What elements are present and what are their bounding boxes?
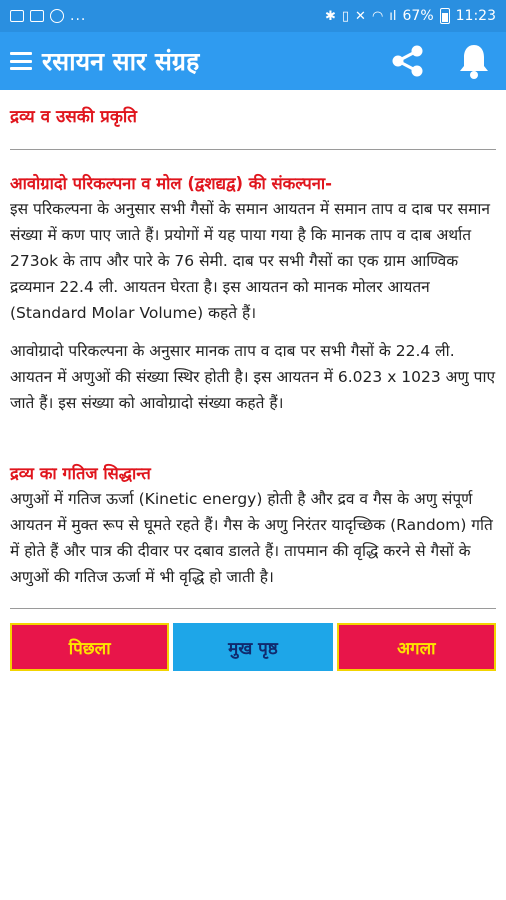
content-area (0, 104, 506, 609)
paragraph: अणुओं में गतिज ऊर्जा (Kinetic energy) होती है और द्रव व गैस के अणु संपूर्ण आयतन में मुक्त रूप से घूमते रहते हैं। गैस के अणु निरंतर यादृच्छिक (Random) गति में होते हैं और पात्र की दीवार पर दबाव डालते हैं। तापमान की वृद्धि करने से गैसों के अणुओं की गतिज ऊर्जा में भी वृद्धि हो जाती है। (10, 490, 493, 586)
status-bar (0, 0, 506, 32)
battery-icon (440, 8, 450, 24)
home-button[interactable]: मुख पृष्ठ (173, 623, 332, 671)
app-bar (0, 32, 506, 90)
globe-notification-icon (50, 9, 64, 23)
section-heading: द्रव्य का गतिज सिद्धान्त (10, 464, 151, 483)
section-heading: आवोग्रादो परिकल्पना व मोल (द्वशद्यद्व) की संकल्पना- (10, 174, 333, 193)
signal-icon: ıl (389, 8, 397, 24)
wifi-icon: ◠ (371, 8, 384, 24)
bluetooth-icon: ✱ (324, 8, 336, 24)
title-divider (10, 149, 496, 150)
status-bar-left (10, 8, 86, 24)
battery-percent: 67% (402, 8, 434, 24)
topic-title: द्रव्य व उसकी प्रकृति (10, 107, 137, 127)
section-kinetic-theory (10, 462, 496, 590)
bell-icon[interactable] (454, 41, 494, 81)
more-notifications-indicator: ... (70, 8, 87, 24)
menu-icon[interactable] (10, 52, 32, 70)
section-avogadro (10, 172, 496, 416)
previous-button[interactable]: पिछला (10, 623, 169, 671)
paragraph: आवोग्रादो परिकल्पना के अनुसार मानक ताप व दाब पर सभी गैसों के 22.4 ली. आयतन में अणुओं की संख्या स्थिर होती है। इस आयतन में 6.023 x 1023 अणु पाए जाते हैं। इस संख्या को आवोग्रादो संख्या कहते हैं। (10, 342, 496, 412)
status-time: 11:23 (455, 8, 496, 24)
mute-icon: ✕ (355, 8, 366, 24)
vibrate-icon: ▯ (341, 8, 350, 24)
paragraph: इस परिकल्पना के अनुसार सभी गैसों के समान आयतन में समान ताप व दाब पर समान संख्या में कण पाए जाते हैं। प्रयोगों में यह पाया गया है कि मानक ताप व दाब अर्थात 273ok के ताप और पारे के 76 सेमी. दाब पर सभी गैसों का एक ग्राम आण्विक द्रव्यमान 22.4 ली. आयतन घेरता है। इस आयतन को मानक मोलर आयतन (Standard Molar Volume) कहते हैं। (10, 200, 490, 322)
mail-notification-icon (30, 10, 44, 22)
app-bar-actions (388, 41, 494, 81)
content-divider (10, 608, 496, 609)
nav-buttons (10, 623, 496, 671)
next-button[interactable]: अगला (337, 623, 496, 671)
image-notification-icon (10, 10, 24, 22)
share-icon[interactable] (388, 41, 428, 81)
app-title: रसायन सार संग्रह (42, 47, 200, 76)
status-bar-right (325, 8, 496, 24)
